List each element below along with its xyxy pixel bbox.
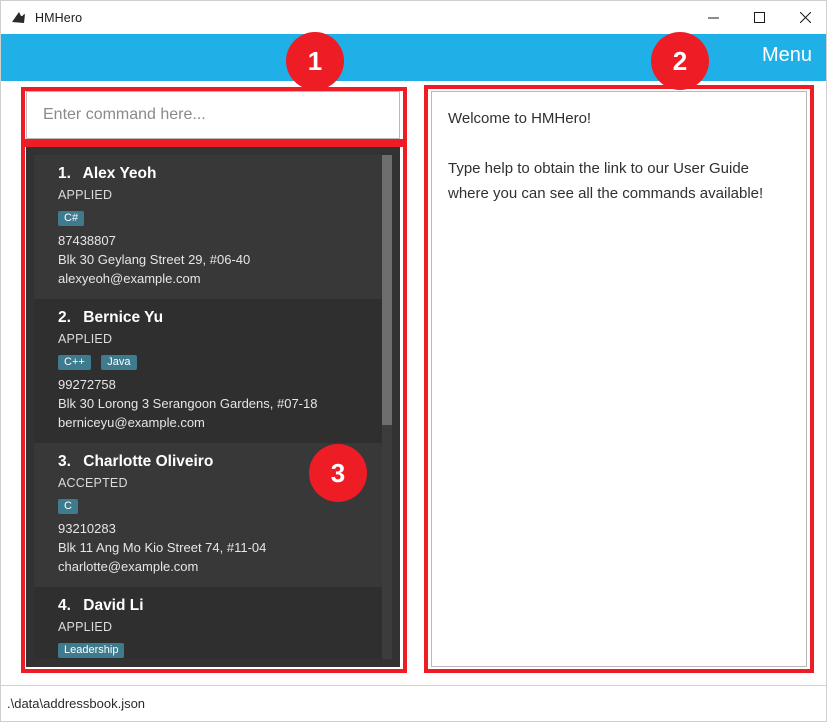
minimize-button[interactable] xyxy=(690,1,736,34)
status-bar xyxy=(1,685,827,721)
close-button[interactable] xyxy=(782,1,827,34)
window-controls xyxy=(690,1,827,34)
app-icon xyxy=(11,10,27,26)
tag-row xyxy=(58,352,374,370)
tag-row xyxy=(58,208,374,226)
tag: Java xyxy=(101,355,136,370)
person-phone: 87438807 xyxy=(58,233,116,248)
person-phone: 93210283 xyxy=(58,521,116,536)
person-heading xyxy=(58,309,374,327)
status-badge: ACCEPTED xyxy=(58,476,128,490)
status-badge: APPLIED xyxy=(58,620,113,634)
person-address: Blk 30 Lorong 3 Serangoon Gardens, #07-18 xyxy=(58,396,318,411)
menu-button[interactable]: Menu xyxy=(761,44,812,66)
list-item[interactable] xyxy=(34,443,386,587)
list-item[interactable] xyxy=(34,299,386,443)
tag-row xyxy=(58,496,374,514)
person-index: 3. xyxy=(58,453,71,470)
maximize-button[interactable] xyxy=(736,1,782,34)
annotation-marker-2: 2 xyxy=(651,32,709,90)
person-name: David Li xyxy=(83,597,144,614)
welcome-title: Welcome to HMHero! xyxy=(448,110,592,127)
person-heading xyxy=(58,453,374,471)
title-bar xyxy=(1,1,827,34)
person-name: Alex Yeoh xyxy=(82,165,157,182)
person-index: 1. xyxy=(58,165,71,182)
welcome-help-line-1: Type help to obtain the link to our User Guide xyxy=(448,160,750,177)
annotation-marker-3: 3 xyxy=(309,444,367,502)
person-index: 2. xyxy=(58,309,71,326)
person-email: berniceyu@example.com xyxy=(58,415,205,430)
person-list-panel[interactable] xyxy=(26,147,400,667)
person-address: Blk 30 Geylang Street 29, #06-40 xyxy=(58,252,251,267)
person-heading xyxy=(58,597,374,615)
person-heading xyxy=(58,165,374,183)
result-display-panel xyxy=(431,91,807,667)
command-input[interactable] xyxy=(41,105,385,125)
spacer xyxy=(448,131,790,156)
tag: Leadership xyxy=(58,643,124,658)
person-list xyxy=(34,155,386,659)
tag: C# xyxy=(58,211,84,226)
person-index: 4. xyxy=(58,597,71,614)
person-address: Blk 11 Ang Mo Kio Street 74, #11-04 xyxy=(58,540,267,555)
person-name: Charlotte Oliveiro xyxy=(83,453,214,470)
window-title: HMHero xyxy=(35,10,83,25)
status-badge: APPLIED xyxy=(58,332,113,346)
save-location-path: .\data\addressbook.json xyxy=(7,696,146,711)
status-badge: APPLIED xyxy=(58,188,113,202)
person-email: charlotte@example.com xyxy=(58,559,199,574)
tag-row xyxy=(58,640,374,658)
annotation-marker-1: 1 xyxy=(286,32,344,90)
welcome-help-line-2: where you can see all the commands available! xyxy=(448,185,764,202)
person-phone: 99272758 xyxy=(58,377,116,392)
person-name: Bernice Yu xyxy=(83,309,164,326)
list-item[interactable] xyxy=(34,155,386,299)
tag: C++ xyxy=(58,355,91,370)
command-box[interactable] xyxy=(26,91,400,139)
person-email: alexyeoh@example.com xyxy=(58,271,201,286)
tag: C xyxy=(58,499,78,514)
menu-bar xyxy=(1,34,827,81)
list-scrollbar-thumb[interactable] xyxy=(382,155,392,425)
list-item[interactable] xyxy=(34,587,386,659)
